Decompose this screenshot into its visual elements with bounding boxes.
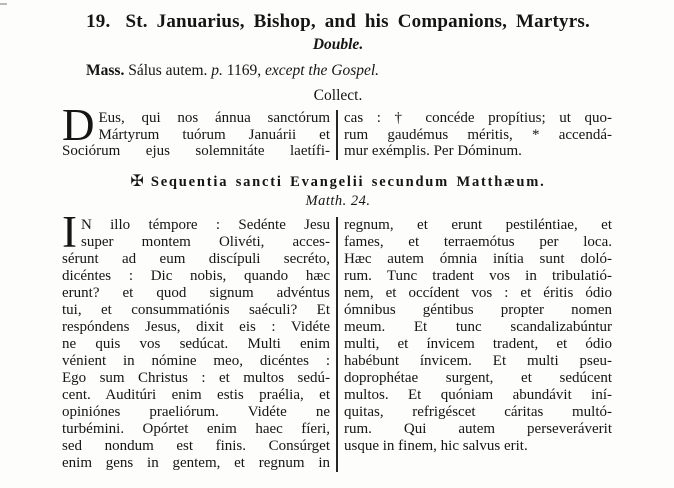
text-line: sed nondum est finis. Consúrget xyxy=(62,437,330,454)
text-line: dicéntes : Dic nobis, quando hæc xyxy=(62,267,330,284)
gospel-reference: Matth. 24. xyxy=(305,192,371,209)
text-line: ómnibus géntibus propter nomen xyxy=(344,301,612,318)
text-line: cent. Auditúri enim estis praélia, et xyxy=(62,386,330,403)
gospel-heading-text: Sequentia sancti Evangelii secundum Matthæum. xyxy=(150,173,546,190)
column-divider xyxy=(336,217,338,472)
text-line: habébunt ínvicem. Et multi pseu- xyxy=(344,352,612,369)
text-line: respóndens Jesus, dixit eis : Vidéte xyxy=(62,318,330,335)
text-line: regnum, et erunt pestiléntiae, et xyxy=(344,216,612,233)
gospel-right-text xyxy=(344,217,612,455)
text-line: sérunt ad eum discípuli secréto, xyxy=(62,250,330,267)
text-line: N illo témpore : Sedénte Jesu xyxy=(81,216,330,233)
collect-heading: Collect. xyxy=(313,87,363,104)
column-divider xyxy=(336,110,338,160)
text-line: rum gaudémus méritis, * accendá- xyxy=(344,126,612,143)
text-line: meum. Et tunc scandalizabúntur xyxy=(344,318,612,335)
text-line: cas : † concéde propítius; ut quo- xyxy=(344,110,612,126)
page-ref-number: 1169, xyxy=(226,62,262,79)
text-line: nem, et occídent vos : et éritis ódio xyxy=(344,284,612,301)
text-line: rum. Tunc tradent vos in tribulatió- xyxy=(344,267,612,284)
drop-cap-i: I xyxy=(62,206,77,257)
collect-right-column xyxy=(344,110,612,160)
text-line: mur exémplis. Per Dóminum. xyxy=(344,143,522,160)
text-line: enim gens in gentem, et regnum in xyxy=(62,454,330,471)
text-line: super montem Olivéti, acces- xyxy=(81,233,330,250)
page-title xyxy=(62,11,614,33)
text-line: Ego sum Christus : et multos sedú- xyxy=(62,369,330,386)
page-ref-abbr: p. xyxy=(211,62,223,79)
gospel-right-column xyxy=(344,217,612,472)
text-line: Sociórum ejus solemnitáte laetífi- xyxy=(62,143,330,160)
text-line: Mártyrum tuórum Januárii et xyxy=(98,126,330,143)
text-line: fames, et terraemótus per loca. xyxy=(344,233,612,250)
mass-label: Mass. xyxy=(86,62,125,79)
gospel-heading xyxy=(62,171,614,191)
text-line: ne quis vos sedúcat. Multi enim xyxy=(62,335,330,352)
text-line: tui, et consummatiónis saéculi? Et xyxy=(62,301,330,318)
maltese-cross-icon: ✠ xyxy=(130,172,144,190)
text-line: Eus, qui nos ánnua sanctórum xyxy=(98,110,330,126)
scan-artifact xyxy=(0,3,7,5)
collect-columns xyxy=(62,100,614,160)
gospel-exception-note: except the Gospel. xyxy=(264,62,380,79)
text-line: turbémini. Opórtet enim haec fíeri, xyxy=(62,420,330,437)
text-line: multos. Et quóniam abundávit iní- xyxy=(344,386,612,403)
text-line: opiniónes praeliórum. Vidéte ne xyxy=(62,403,330,420)
gospel-columns xyxy=(62,206,614,472)
text-line: doprophétae surgent, et sedúcent xyxy=(344,369,612,386)
drop-cap-d: D xyxy=(62,100,95,150)
feast-title: St. Januarius, Bishop, and his Companions, Martyrs. xyxy=(125,11,590,32)
text-line: Hæc autem ómnia inítia sunt doló- xyxy=(344,250,612,267)
gospel-left-column xyxy=(62,206,330,472)
text-line: quitas, refrigéscet cáritas multó- xyxy=(344,403,612,420)
text-line: usque in finem, hic salvus erit. xyxy=(344,437,528,454)
collect-left-column xyxy=(62,100,330,160)
mass-incipit: Sálus autem. xyxy=(128,62,208,79)
feast-rank: Double. xyxy=(312,36,364,53)
mass-rubric xyxy=(62,62,614,80)
collect-left-text xyxy=(62,100,330,160)
text-line: multi, et ínvicem tradent, et ódio xyxy=(344,335,612,352)
gospel-left-text xyxy=(62,206,330,472)
text-line: vénient in nómine meo, dicéntes : xyxy=(62,352,330,369)
text-line: rum. Qui autem perseveráverit xyxy=(344,420,612,437)
text-line: erunt? et quod signum advéntus xyxy=(62,284,330,301)
feast-number: 19. xyxy=(86,11,111,32)
collect-right-text xyxy=(344,110,612,160)
